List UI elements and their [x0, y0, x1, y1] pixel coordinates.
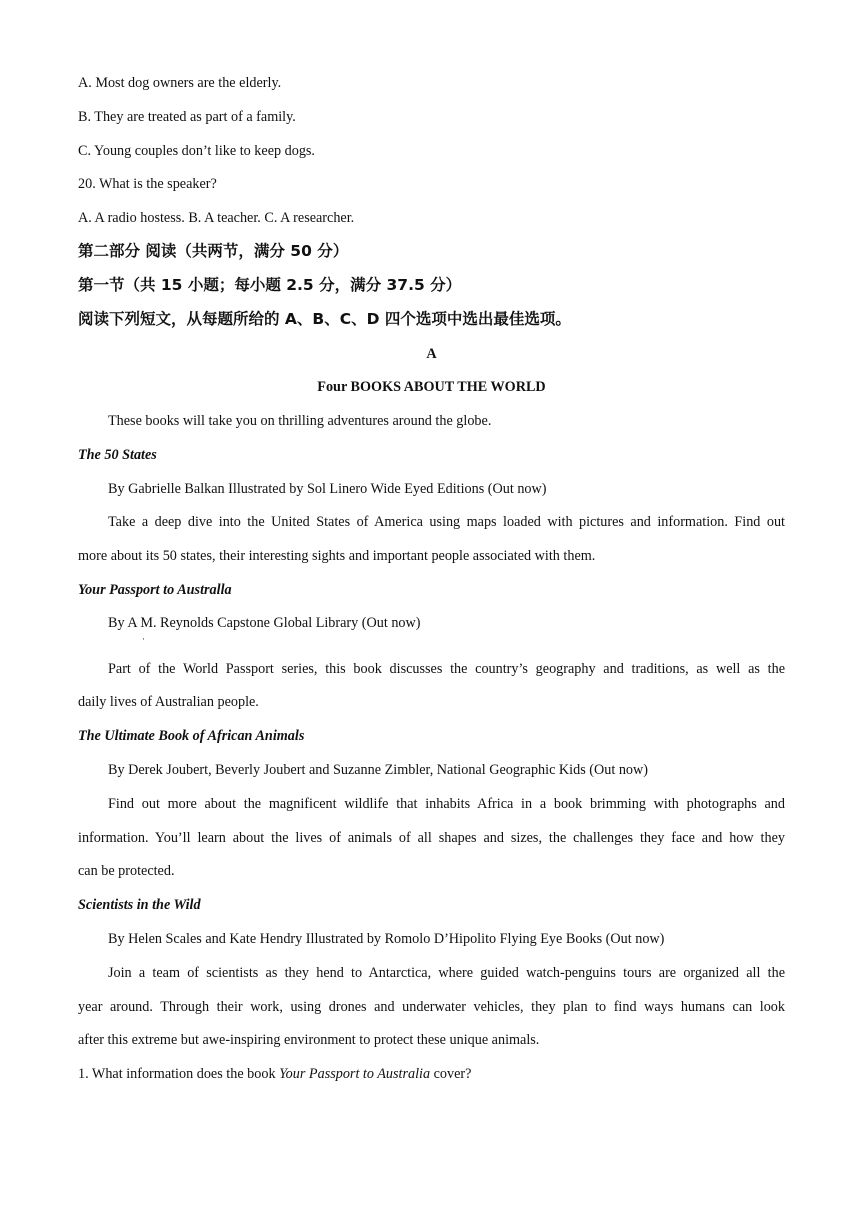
book-description: after this extreme but awe-inspiring environment to protect these unique animals.	[78, 1032, 540, 1048]
section1-heading: 第一节（共 15 小题；每小题 2.5 分，满分 37.5 分）	[78, 276, 462, 294]
book-title: Scientists in the Wild	[78, 897, 201, 913]
q19-option-b: B. They are treated as part of a family.	[78, 109, 296, 125]
book-description: year around. Through their work, using drones and underwater vehicles, they plan to find ways humans can look	[78, 999, 785, 1015]
book-byline: By A M. Reynolds Capstone Global Library (Out now)	[108, 615, 421, 631]
book-byline: By Derek Joubert, Beverly Joubert and Suzanne Zimbler, National Geographic Kids (Out now)	[108, 762, 648, 778]
book-description: information. You’ll learn about the lives of animals of all shapes and sizes, the challenges they face and how they	[78, 830, 785, 846]
part2-heading: 第二部分 阅读（共两节，满分 50 分）	[78, 242, 349, 260]
book-byline: By Gabrielle Balkan Illustrated by Sol Linero Wide Eyed Editions (Out now)	[108, 481, 547, 497]
passage-intro: These books will take you on thrilling adventures around the globe.	[108, 413, 492, 429]
question-1-book-title: Your Passport to Australia	[279, 1066, 431, 1082]
passage-letter: A	[426, 346, 437, 362]
stray-dot: ·	[142, 634, 145, 644]
book-description: Part of the World Passport series, this book discusses the country’s geography and traditions, as well as the	[108, 661, 785, 677]
question-1-suffix: cover?	[430, 1066, 472, 1082]
book-description: daily lives of Australian people.	[78, 694, 259, 710]
book-description: can be protected.	[78, 863, 175, 879]
question-1	[78, 1064, 471, 1084]
book-byline: By Helen Scales and Kate Hendry Illustrated by Romolo D’Hipolito Flying Eye Books (Out now)	[108, 931, 665, 947]
q20-options: A. A radio hostess. B. A teacher. C. A researcher.	[78, 210, 355, 226]
book-description: more about its 50 states, their interesting sights and important people associated with them.	[78, 548, 596, 564]
book-description: Find out more about the magnificent wildlife that inhabits Africa in a book brimming with photographs and	[108, 796, 785, 812]
passage-title: Four BOOKS ABOUT THE WORLD	[317, 379, 546, 395]
q19-option-c: C. Young couples don’t like to keep dogs.	[78, 143, 315, 159]
q19-option-a: A. Most dog owners are the elderly.	[78, 75, 282, 91]
book-description: Take a deep dive into the United States of America using maps loaded with pictures and information. Find out	[108, 514, 785, 530]
book-title: Your Passport to Australla	[78, 582, 232, 598]
q20-question: 20. What is the speaker?	[78, 176, 217, 192]
book-title: The 50 States	[78, 447, 157, 463]
reading-instruction: 阅读下列短文，从每题所给的 A、B、C、D 四个选项中选出最佳选项。	[78, 310, 571, 328]
question-1-prefix: 1. What information does the book	[78, 1066, 280, 1082]
book-title: The Ultimate Book of African Animals	[78, 728, 305, 744]
book-description: Join a team of scientists as they hend to Antarctica, where guided watch-penguins tours are organized all the	[108, 965, 785, 981]
